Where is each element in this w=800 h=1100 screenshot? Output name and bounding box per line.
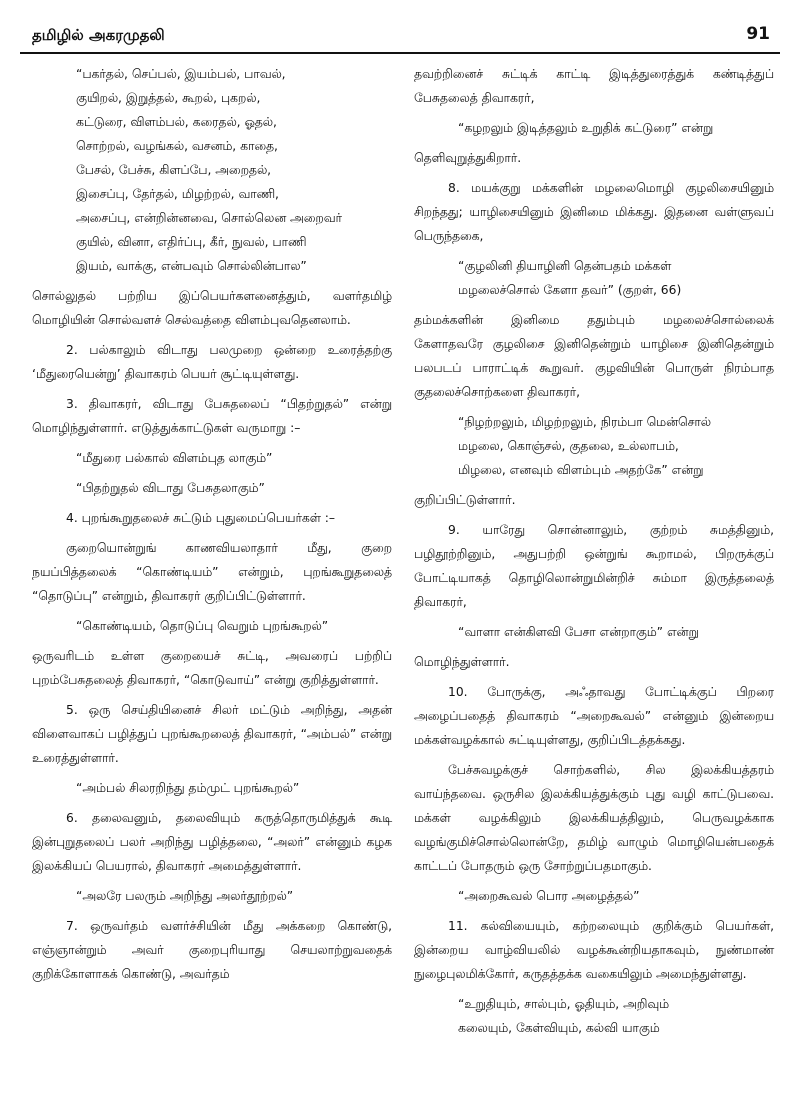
quote: “வாளா என்கிளவி பேசா என்றாகும்” என்று [458,625,699,639]
paragraph: தவற்றினைச் சுட்டிக் காட்டி இடித்துரைத்துக் கண்டித்துப் பேசுதலைத் திவாகரர், [414,67,774,105]
page-number: 91 [746,24,770,44]
paragraph: குறிப்பிட்டுள்ளார். [414,493,516,507]
paragraph-5: 5. ஒரு செய்தியினைச் சிலர் மட்டும் அறிந்து, அதன் விளைவாகப் பழித்துப் புறங்கூறலைத் திவாகரர், “அம்பல்” என்று உரைத்துள்ளார். [32,703,392,765]
page-header [20,0,780,50]
quote: “மீதுரை பல்கால் விளம்புத லாகும்” [76,451,273,465]
verse-line: இயம், வாக்கு, என்பவும் சொல்லின்பால” [76,259,307,273]
paragraph: தம்மக்களின் இனிமை ததும்பும் மழலைச்சொல்லைக் கேளாதவரே குழலிசை இனிதென்றும் யாழிசை இனிதென்றும் பலபடப் பாராட்டிக் கூறுவர். குழவியின் பொருள் நிரம்பாத குதலைச்சொற்களை திவாகரர், [414,313,774,399]
paragraph-4: 4. புறங்கூறுதலைச் சுட்டும் புதுமைப்பெயர்கள் :– [66,511,336,525]
quote: “அம்பல் சிலரறிந்து தம்முட் புறங்கூறல்” [76,781,300,795]
right-column [414,62,774,1046]
verse-line: கட்டுரை, விளம்பல், கரைதல், ஓதல், [76,115,277,129]
verse-line: அசைப்பு, என்றின்னவை, சொல்லென அறைவர் [76,211,342,225]
paragraph-9: 9. யாரேது சொன்னாலும், குற்றம் சுமத்தினும், பழிதூற்றினும், அதுபற்றி ஒன்றுங் கூறாமல், பிறருக்குப் போட்டியாகத் தொழிலொன்றுமின்றிச் சும்மா இருத்தலைத் திவாகரர், [414,523,774,609]
verse-block [32,62,392,278]
header-rule [20,52,780,54]
paragraph-2: 2. பல்காலும் விடாது பலமுறை ஒன்றை உரைத்தற்கு ‘மீதுரையென்று’ திவாகரம் பெயர் சூட்டியுள்ளது. [32,343,392,381]
verse-line: “பகர்தல், செப்பல், இயம்பல், பாவல், [76,67,286,81]
verse-line: “உறுதியும், சால்பும், ஓதியும், அறிவும் [458,997,669,1011]
verse-line: “குழலினி தியாழினி தென்பதம் மக்கள் [458,259,672,273]
verse-line: மழலைச்சொல் கேளா தவர்” (குறள், 66) [458,283,682,297]
verse-line: மிழலை, எனவும் விளம்பும் அதற்கே” என்று [458,463,704,477]
paragraph-10: 10. போருக்கு, அஃதாவது போட்டிக்குப் பிறரை அழைப்பதைத் திவாகரம் “அறைகூவல்” என்னும் இன்றைய மக்கள்வழக்கால் சுட்டியுள்ளது, குறிப்பிடத்தக்கது. [414,685,774,747]
quote: “கழறலும் இடித்தலும் உறுதிக் கட்டுரை” என்று [458,121,714,135]
paragraph-3: 3. திவாகரர், விடாது பேசுதலைப் “பிதற்றுதல்” என்று மொழிந்துள்ளார். எடுத்துக்காட்டுகள் வருமாறு :– [32,397,392,435]
verse-line: சொற்றல், வழங்கல், வசனம், காதை, [76,139,278,153]
verse-line: இசைப்பு, தேர்தல், மிழற்றல், வாணி, [76,187,279,201]
paragraph: பேச்சுவழக்குச் சொற்களில், சில இலக்கியத்தரம் வாய்ந்தவை. ஒருசில இலக்கியத்துக்கும் புது வழி காட்டுபவை. மக்கள் வழக்கிலும் இலக்கியத்திலும், பெருவழக்காக வழங்குமிச்சொல்லொன்றே, தமிழ் வாழும் மொழியென்பதைக் காட்டப் போதரும் ஒரு சோற்றுப்பதமாகும். [414,763,774,873]
verse-line: பேசல், பேச்சு, கிளப்பே, அறைதல், [76,163,272,177]
verse-block [414,254,774,302]
verse-line: குயிறல், இறுத்தல், கூறல், புகறல், [76,91,261,105]
paragraph-11: 11. கல்வியையும், கற்றலையும் குறிக்கும் பெயர்கள், இன்றைய வாழ்வியலில் வழக்கூன்றியதாகவும், நுண்மாண் நுழைபுலமிக்கோர், கருதத்தக்க வகையிலும் அமைந்துள்ளது. [414,919,774,981]
paragraph: குறையொன்றுங் காணவியலாதார் மீது, குறை நயப்பித்தலைக் “கொண்டியம்” என்றும், புறங்கூறுதலைத் “தொடுப்பு” என்றும், திவாகரர் குறிப்பிட்டுள்ளார். [32,541,392,603]
paragraph: மொழிந்துள்ளார். [414,655,510,669]
verse-line: குயில், வினா, எதிர்ப்பு, கீர், நுவல், பாணி [76,235,307,249]
paragraph: தெளிவுறுத்துகிறார். [414,151,522,165]
quote: “பிதற்றுதல் விடாது பேசுதலாகும்” [76,481,265,495]
left-column [32,62,392,992]
quote: “அலரே பலரும் அறிந்து அலர்தூற்றல்” [76,889,294,903]
paragraph-7: 7. ஒருவர்தம் வளர்ச்சியின் மீது அக்கறை கொண்டு, எஞ்ஞான்றும் அவர் குறைபுரியாது செயலாற்றுவதைக் குறிக்கோளாகக் கொண்டு, அவர்தம் [32,919,392,981]
verse-block [414,992,774,1040]
running-title: தமிழில் அகரமுதலி [32,26,165,44]
paragraph: ஒருவரிடம் உள்ள குறையைச் சுட்டி, அவரைப் பற்றிப் புறம்பேசுதலைத் திவாகரர், “கொடுவாய்” என்று குறித்துள்ளார். [32,649,392,687]
paragraph-8: 8. மயக்குறு மக்களின் மழலைமொழி குழலிசையினும் சிறந்தது; யாழிசையினும் இனிமை மிக்கது. இதனை வள்ளுவப் பெருந்தகை, [414,181,774,243]
verse-line: கலையும், கேள்வியும், கல்வி யாகும் [458,1021,660,1035]
verse-line: “நிழற்றலும், மிழற்றலும், நிரம்பா மென்சொல் [458,415,712,429]
quote: “அறைகூவல் பொர அழைத்தல்” [458,889,640,903]
verse-block [414,410,774,482]
paragraph-6: 6. தலைவனும், தலைவியும் கருத்தொருமித்துக் கூடி இன்புறுதலைப் பலர் அறிந்து பழித்தலை, “அலர்” என்னும் கழக இலக்கியப் பெயரால், திவாகரர் அமைத்துள்ளார். [32,811,392,873]
paragraph: சொல்லுதல் பற்றிய இப்பெயர்களனைத்தும், வளர்தமிழ் மொழியின் சொல்வளச் செல்வத்தை விளம்புவதெனலாம். [32,289,392,327]
verse-line: மழலை, கொஞ்சல், குதலை, உல்லாபம், [458,439,679,453]
quote: “கொண்டியம், தொடுப்பு வெறும் புறங்கூறல்” [76,619,329,633]
